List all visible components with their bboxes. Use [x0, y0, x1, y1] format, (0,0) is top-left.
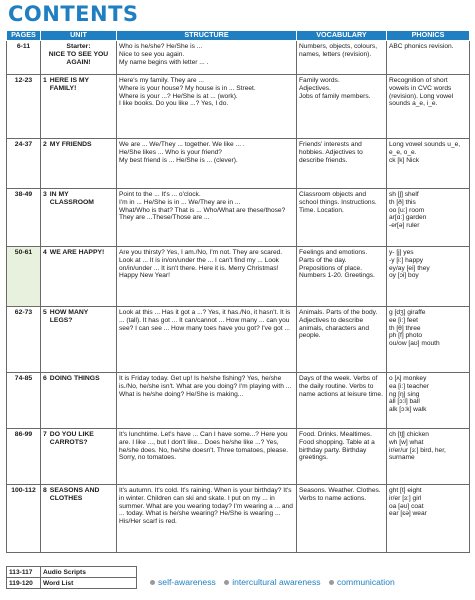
appendix-label: Audio Scripts	[41, 567, 137, 578]
unit-name: DOING THINGS	[49, 375, 100, 382]
table-row	[7, 429, 470, 485]
vocabulary-cell: Friends' interests and hobbies. Adjectives to describe friends.	[297, 139, 387, 189]
unit-number: 6	[43, 375, 47, 382]
table-row	[7, 307, 470, 373]
vocabulary-cell: Numbers, objects, colours, names, letters (revision).	[297, 41, 387, 75]
table-row	[7, 247, 470, 307]
pages-cell: 100-112	[7, 485, 41, 553]
structure-cell: Look at this ... Has it got a ...? Yes, it has./No, it hasn't. It is ... (tall). It has got ... It can/cannot ... How many ... can you see? I can see ... How many toes have you got? I've got ...	[117, 307, 297, 373]
pages-cell: 86-99	[7, 429, 41, 485]
pages-cell: 74-85	[7, 373, 41, 429]
unit-number: 7	[43, 431, 47, 438]
unit-number: 4	[43, 249, 47, 256]
vocabulary-cell: Animals. Parts of the body. Adjectives to describe animals, characters and people.	[297, 307, 387, 373]
vocabulary-cell: Feelings and emotions. Parts of the day. Prepositions of place. Numbers 1-20. Greetings.	[297, 247, 387, 307]
unit-name: IN MY CLASSROOM	[49, 191, 94, 207]
unit-name: HERE IS MY FAMILY!	[49, 77, 89, 93]
header-phonics: PHONICS	[387, 31, 470, 41]
structure-cell: Are you thirsty? Yes, I am./No, I'm not. They are scared. Look at ... It is in/on/under the ... I can't find my ... Look on/in/under ... It isn't there. Here it is. Merry Christmas! Happy New Year!	[117, 247, 297, 307]
unit-name: SEASONS AND CLOTHES	[49, 487, 100, 503]
table-row	[7, 75, 470, 139]
pages-cell: 24-37	[7, 139, 41, 189]
unit-cell	[41, 189, 117, 247]
unit-cell	[41, 247, 117, 307]
pages-cell: 50-61	[7, 247, 41, 307]
unit-cell	[41, 307, 117, 373]
vocabulary-cell: Days of the week. Verbs of the daily routine. Verbs to name actions at leisure time.	[297, 373, 387, 429]
unit-cell	[41, 373, 117, 429]
unit-cell: Starter: NICE TO SEE YOU AGAIN!	[41, 41, 117, 75]
unit-number: 2	[43, 141, 47, 148]
header-structure: STRUCTURE	[117, 31, 297, 41]
vocabulary-cell: Food. Drinks. Mealtimes. Food shopping. Table at a birthday party. Birthday greetings.	[297, 429, 387, 485]
unit-number: 8	[43, 487, 47, 494]
vocabulary-cell: Family words. Adjectives. Jobs of family members.	[297, 75, 387, 139]
appendix-pages: 113-117	[7, 567, 41, 578]
phonics-cell: Recognition of short vowels in CVC words (revision). Long vowel sounds a_e, i_e.	[387, 75, 470, 139]
unit-name: DO YOU LIKE CARROTS?	[49, 431, 94, 447]
header-unit: UNIT	[41, 31, 117, 41]
page-title: CONTENTS	[8, 2, 139, 26]
pages-cell: 62-73	[7, 307, 41, 373]
appendix-table	[6, 566, 137, 589]
appendix-pages: 119-120	[7, 578, 41, 589]
unit-number: 3	[43, 191, 47, 198]
phonics-cell: ch [tʃ] chicken wh [w] what ir/er/ur [ɜ:] bird, her, surname	[387, 429, 470, 485]
pages-cell: 38-49	[7, 189, 41, 247]
phonics-cell: g [dʒ] giraffe ee [i:] feet th [θ] three ph [f] photo ou/ow [aʊ] mouth	[387, 307, 470, 373]
contents-table	[6, 30, 470, 553]
unit-number: 5	[43, 309, 47, 316]
unit-cell	[41, 75, 117, 139]
phonics-cell: ABC phonics revision.	[387, 41, 470, 75]
unit-name: WE ARE HAPPY!	[49, 249, 105, 256]
phonics-cell: Long vowel sounds u_e, e_e, o_e. ck [k] Nick	[387, 139, 470, 189]
bullet-dot-icon	[224, 580, 229, 585]
unit-cell	[41, 429, 117, 485]
unit-cell	[41, 485, 117, 553]
unit-name: MY FRIENDS	[49, 141, 92, 148]
bullet-dot-icon	[329, 580, 334, 585]
competency-legend	[144, 577, 395, 587]
vocabulary-cell: Classroom objects and school things. Instructions. Time. Location.	[297, 189, 387, 247]
bullet-dot-icon	[150, 580, 155, 585]
table-row	[7, 373, 470, 429]
structure-cell: It's autumn. It's cold. It's raining. When is your birthday? It's in winter. Children can ski and skate. I put on my ... in summer. What are you wearing today? I'm wearing a ... and ... today. What is he/she wearing? He/She is wearing ... His/Her scarf is red.	[117, 485, 297, 553]
table-row	[7, 189, 470, 247]
header-pages: PAGES	[7, 31, 41, 41]
vocabulary-cell: Seasons. Weather. Clothes. Verbs to name actions.	[297, 485, 387, 553]
structure-cell: It is Friday today. Get up! Is he/she fishing? Yes, he/she is./No, he/she isn't. What are you doing? I'm playing with ... What is he/she doing? He/She is making...	[117, 373, 297, 429]
structure-cell: Here's my family. They are ... Where is your house? My house is in ... Street. Where is your ...? He/She is at ... (work). I like books. Do you like ...? Yes, I do.	[117, 75, 297, 139]
phonics-cell: y- [j] yes -y [i:] happy ey/ay [ei] they oy [ɔi] boy	[387, 247, 470, 307]
structure-cell: It's lunchtime. Let's have ... Can I have some...? Here you are. I like ..., but I don't like... Does he/she like ...? Yes, he/she does. No, he/she doesn't. Three tomatoes, please. Sorry, no tomatoes.	[117, 429, 297, 485]
table-row	[7, 139, 470, 189]
unit-cell	[41, 139, 117, 189]
phonics-cell: ght [t] eight ir/er [ɜ:] girl oa [əʊ] coat ear [ɛə] wear	[387, 485, 470, 553]
structure-cell: Point to the ... It's ... o'clock. I'm in ... He/She is in ... We/They are in ... What/Who is that? That is ... Who/What are these/those? They are ...These/Those are ...	[117, 189, 297, 247]
unit-number: 1	[43, 77, 47, 84]
legend-item: self-awareness	[158, 577, 216, 587]
table-header-row	[7, 31, 470, 41]
structure-cell: Who is he/she? He/She is ... Nice to see you again. My name begins with letter ... .	[117, 41, 297, 75]
appendix-row	[7, 567, 137, 578]
appendix-row	[7, 578, 137, 589]
structure-cell: We are ... We/They ... together. We like ... . He/She likes ... Who is your friend? My best friend is ... He/She is ... (clever).	[117, 139, 297, 189]
legend-item: communication	[336, 577, 395, 587]
table-row	[7, 485, 470, 553]
appendix-label: Word List	[41, 578, 137, 589]
table-row	[7, 41, 470, 75]
pages-cell: 6-11	[7, 41, 41, 75]
phonics-cell: sh [ʃ] shelf th [ð] this oo [u:] room ar[ɑ:] garden -er[ə] ruler	[387, 189, 470, 247]
legend-item: intercultural awareness	[232, 577, 321, 587]
header-vocabulary: VOCABULARY	[297, 31, 387, 41]
pages-cell: 12-23	[7, 75, 41, 139]
phonics-cell: o [ʌ] monkey ea [i:] teacher ng [ŋ] sing all [ɔ:l] ball alk [ɔ:k] walk	[387, 373, 470, 429]
unit-name: HOW MANY LEGS?	[49, 309, 89, 325]
